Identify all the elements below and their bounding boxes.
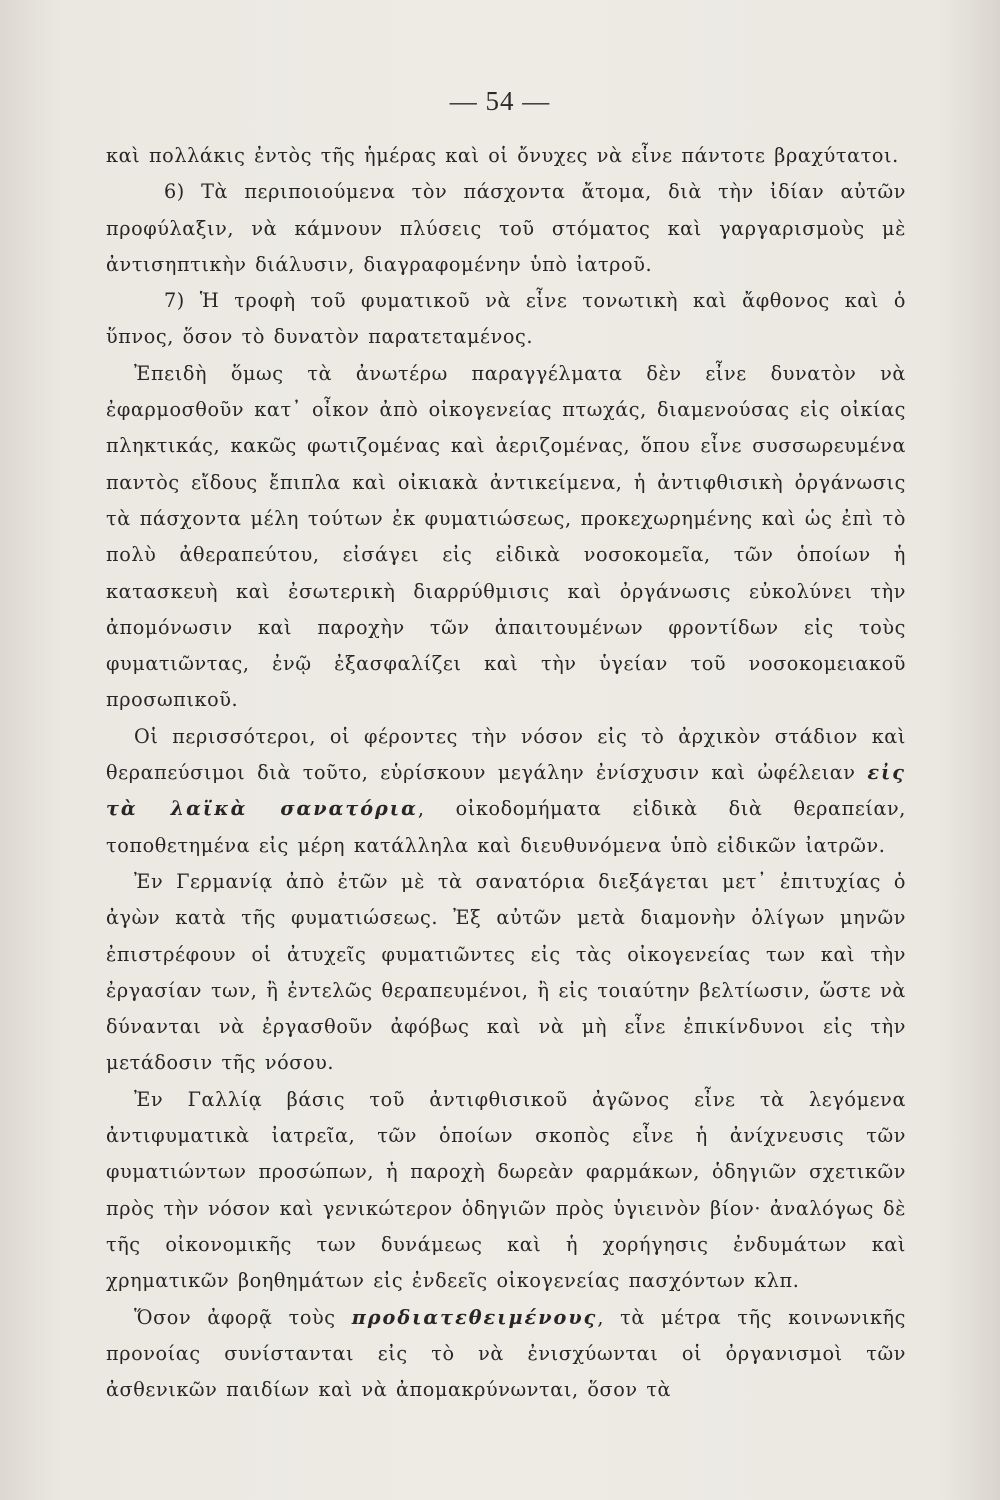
paragraph (106, 283, 906, 356)
paragraph (106, 356, 906, 719)
paragraph (106, 1300, 906, 1409)
paragraph (106, 174, 906, 283)
spaced-emphasis: προδιατεθειμένους (351, 1305, 598, 1329)
paragraph-text: καὶ πολλάκις ἐντὸς τῆς ἡμέρας καὶ οἱ ὄνυχες νὰ εἶνε πάντοτε βραχύτατοι. (106, 144, 899, 167)
paragraph-text: , τὰ μέτρα τῆς κοινωνικῆς προνοίας συνίστανται εἰς τὸ νὰ ἐνισχύωνται οἱ ὀργανισμοὶ τῶν ἀσθενικῶν παιδίων καὶ νὰ ἀπομακρύνωνται, ὅσον τὰ (106, 1305, 906, 1402)
paragraph-text: Ἐν Γαλλίᾳ βάσις τοῦ ἀντιφθισικοῦ ἀγῶνος εἶνε τὰ λεγόμενα ἀντιφυματικὰ ἰατρεῖα, τῶν ὁποίων σκοπὸς εἶνε ἡ ἀνίχνευσις τῶν φυματιώντων προσώπων, ἡ παροχὴ δωρεὰν φαρμάκων, ὁδηγιῶν σχετικῶν πρὸς τὴν νόσον καὶ γενικώτερον ὁδηγιῶν πρὸς ὑγιεινὸν βίον· ἀναλόγως δὲ τῆς οἰκονομικῆς των δυνάμεως καὶ ἡ χορήγησις ἐνδυμάτων καὶ χρηματικῶν βοηθημάτων εἰς ἐνδεεῖς οἰκογενείας πασχόντων κλπ. (106, 1087, 906, 1293)
paragraph-text: Οἱ περισσότεροι, οἱ φέροντες τὴν νόσον εἰς τὸ ἀρχικὸν στάδιον καὶ θεραπεύσιμοι διὰ τοῦτο, εὑρίσκουν μεγάλην ἐνίσχυσιν καὶ ὠφέλειαν (106, 724, 906, 785)
paragraph-text: 7) Ἡ τροφὴ τοῦ φυματικοῦ νὰ εἶνε τονωτικὴ καὶ ἄφθονος καὶ ὁ ὕπνος, ὅσον τὸ δυνατὸν παρατεταμένος. (106, 289, 906, 349)
paragraph (106, 719, 906, 864)
paragraph-text: 6) Τὰ περιποιούμενα τὸν πάσχοντα ἄτομα, διὰ τὴν ἰδίαν αὐτῶν προφύλαξιν, νὰ κάμνουν πλύσεις τοῦ στόματος καὶ γαργαρισμοὺς μὲ ἀντισηπτικὴν διάλυσιν, διαγραφομένην ὑπὸ ἰατροῦ. (106, 180, 906, 276)
body-text (106, 138, 906, 1408)
paragraph (106, 138, 906, 174)
paragraph-text: Ἐπειδὴ ὅμως τὰ ἀνωτέρω παραγγέλματα δὲν εἶνε δυνατὸν νὰ ἐφαρμοσθοῦν κατ᾽ οἶκον ἀπὸ οἰκογενείας πτωχάς, διαμενούσας εἰς οἰκίας πληκτικάς, κακῶς φωτιζομένας καὶ ἀεριζομένας, ὅπου εἶνε συσσωρευμένα παντὸς εἴδους ἔπιπλα καὶ οἰκιακὰ ἀντικείμενα, ἡ ἀντιφθισικὴ ὀργάνωσις τὰ πάσχοντα μέλη τούτων ἐκ φυματιώσεως, προκεχωρημένης καὶ ὡς ἐπὶ τὸ πολὺ ἀθεραπεύτου, εἰσάγει εἰς εἰδικὰ νοσοκομεῖα, τῶν ὁποίων ἡ κατασκευὴ καὶ ἐσωτερικὴ διαρρύθμισις καὶ ὀργάνωσις εὐκολύνει τὴν ἀπομόνωσιν καὶ παροχὴν τῶν ἀπαιτουμένων φροντίδων εἰς τοὺς φυματιῶντας, ἐνῷ ἐξασφαλίζει καὶ τὴν ὑγείαν τοῦ νοσοκομειακοῦ προσωπικοῦ. (106, 361, 906, 712)
paragraph (106, 1082, 906, 1300)
spaced-emphasis: εἰς τὰ λαϊκὰ σανατόρια (106, 761, 906, 821)
paragraph-text: Ὅσον ἀφορᾷ τοὺς (134, 1305, 352, 1329)
paragraph-text: , οἰκοδομήματα εἰδικὰ διὰ θεραπείαν, τοποθετημένα εἰς μέρη κατάλληλα καὶ διευθυνόμενα ὑπὸ εἰδικῶν ἰατρῶν. (106, 797, 906, 857)
page-number: — 54 — (449, 86, 551, 116)
paragraph-text: Ἐν Γερμανίᾳ ἀπὸ ἐτῶν μὲ τὰ σανατόρια διεξάγεται μετ᾽ ἐπιτυχίας ὁ ἀγὼν κατὰ τῆς φυματιώσεως. Ἐξ αὐτῶν μετὰ διαμονὴν ὀλίγων μηνῶν ἐπιστρέφουν οἱ ἀτυχεῖς φυματιῶντες εἰς τὰς οἰκογενείας των καὶ τὴν ἐργασίαν των, ἢ ἐντελῶς θεραπευμένοι, ἢ εἰς τοιαύτην βελτίωσιν, ὥστε νὰ δύνανται νὰ ἐργασθοῦν ἀφόβως καὶ νὰ μὴ εἶνε ἐπικίνδυνοι εἰς τὴν μετάδοσιν τῆς νόσου. (106, 869, 906, 1075)
paragraph (106, 864, 906, 1082)
